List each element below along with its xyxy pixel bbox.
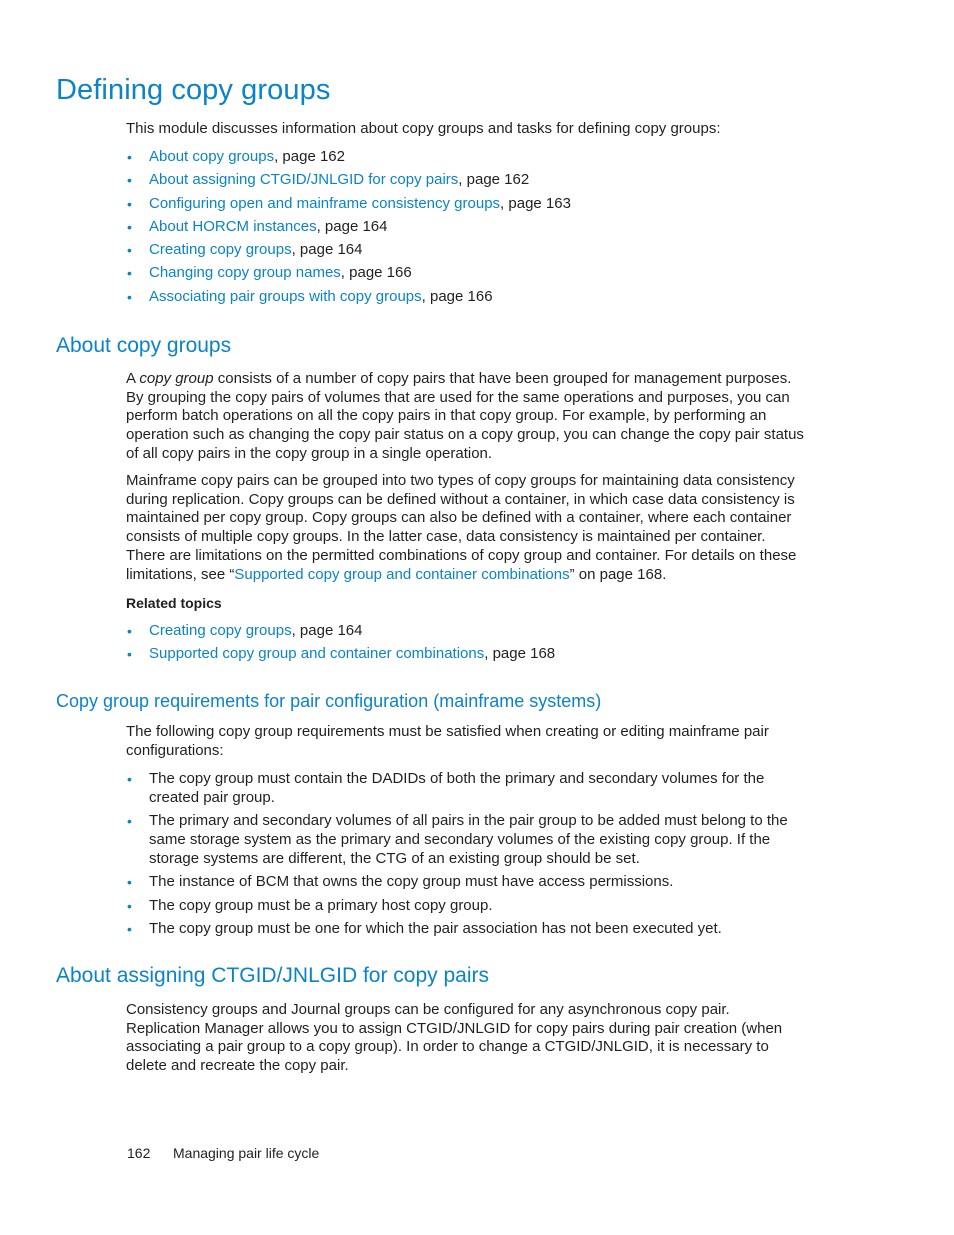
related-topics-list: [126, 622, 806, 669]
intro-paragraph: This module discusses information about copy groups and tasks for defining copy groups:: [126, 120, 721, 137]
section-heading-about-copy-groups: About copy groups: [56, 334, 232, 357]
bullet-icon: •: [127, 218, 132, 235]
bullet-icon: •: [127, 149, 132, 165]
section-heading-ctgid: About assigning CTGID/JNLGID for copy pairs: [56, 964, 490, 987]
requirement-item: [126, 873, 806, 892]
section-heading-requirements: Copy group requirements for pair configuration (mainframe systems): [56, 691, 602, 711]
requirements-intro: The following copy group requirements must be satisfied when creating or editing mainframe pair configurations:: [126, 723, 769, 759]
bullet-icon: •: [127, 172, 132, 189]
toc-list: [126, 148, 806, 311]
related-link-creating-copy-groups[interactable]: Creating copy groups: [149, 622, 292, 639]
toc-item: [126, 241, 806, 264]
toc-page-ref: , page 163: [500, 194, 571, 212]
toc-item: [126, 264, 806, 287]
bullet-icon: •: [127, 771, 132, 787]
about-p2-text-b: ” on page 168.: [569, 565, 667, 583]
toc-link-about-assigning-ctgid[interactable]: About assigning CTGID/JNLGID for copy pairs: [149, 171, 459, 189]
bullet-icon: •: [127, 242, 132, 259]
toc-page-ref: , page 162: [274, 148, 345, 165]
page-title: Defining copy groups: [56, 74, 331, 106]
requirement-text: The instance of BCM that owns the copy group must have access permissions.: [149, 873, 674, 891]
related-page-ref: , page 168: [484, 645, 556, 663]
supported-combinations-link[interactable]: Supported copy group and container combinations: [234, 565, 570, 583]
toc-page-ref: , page 166: [421, 287, 493, 305]
related-link-supported-combinations[interactable]: Supported copy group and container combinations: [149, 645, 485, 663]
about-p1-text-a: A: [126, 370, 140, 387]
related-page-ref: , page 164: [291, 622, 363, 639]
bullet-icon: •: [127, 897, 132, 914]
page-footer: [127, 1145, 319, 1161]
toc-item: [126, 195, 806, 218]
requirement-item: [126, 897, 806, 916]
ctgid-paragraph: Consistency groups and Journal groups can be configured for any asynchronous copy pair. Replication Manager allows you to assign CTGID/JNLGID for copy pairs during pair creation (when associating a pair group to a copy group). In order to change a CTGID/JNLGID, it is necessary to delete and recreate the copy pair.: [126, 1001, 783, 1075]
page-number: 162: [127, 1145, 151, 1161]
requirement-text: The primary and secondary volumes of all pairs in the pair group to be added must belong to the same storage system as the primary and secondary volumes of the existing copy group. If the storage systems are different, the CTG of an existing group should be set.: [149, 812, 788, 867]
toc-item: [126, 171, 806, 194]
toc-link-associating-pair-groups[interactable]: Associating pair groups with copy groups: [149, 287, 422, 305]
chapter-title: Managing pair life cycle: [173, 1145, 320, 1161]
toc-link-about-horcm-instances[interactable]: About HORCM instances: [149, 217, 317, 235]
requirement-item: [126, 920, 806, 939]
about-p1-text-b: consists of a number of copy pairs that have been grouped for management purposes. By grouping the copy pairs of volumes that are used for the same operations and purposes, you can perform batch operations on all the copy pairs in that copy group. For example, by performing an operation such as changing the copy pair status on a copy group, you can change the copy pair status of all copy pairs in the copy group in a single operation.: [126, 370, 804, 462]
toc-page-ref: , page 166: [340, 264, 412, 282]
requirements-list: [126, 770, 806, 944]
requirement-text: The copy group must be one for which the pair association has not been executed yet.: [149, 920, 722, 938]
toc-page-ref: , page 164: [291, 241, 363, 259]
requirement-item: [126, 770, 806, 807]
about-p2-text-a: Mainframe copy pairs can be grouped into two types of copy groups for maintaining data consistency during replication. Copy groups can be defined without a container, in which case data consistency is maintained per copy group. Copy groups can also be defined with a container, where each container consists of multiple copy groups. In the latter case, data consistency is maintained per container. There are limitations on the permitted combinations of copy group and container. For details on these limitations, see “: [126, 472, 797, 583]
bullet-icon: •: [127, 646, 132, 663]
about-p1-emphasis: copy group: [139, 370, 214, 387]
toc-item: [126, 288, 806, 311]
requirement-text: The copy group must be a primary host copy group.: [149, 896, 493, 914]
bullet-icon: •: [127, 195, 132, 212]
about-paragraph-2: [126, 472, 806, 584]
toc-link-about-copy-groups[interactable]: About copy groups: [149, 148, 275, 165]
toc-link-creating-copy-groups[interactable]: Creating copy groups: [149, 241, 292, 259]
bullet-icon: •: [127, 265, 132, 282]
related-item: [126, 645, 806, 668]
bullet-icon: •: [127, 288, 132, 305]
about-paragraph-1: [126, 370, 806, 464]
toc-link-configuring-consistency-groups[interactable]: Configuring open and mainframe consistency groups: [149, 194, 501, 212]
requirement-text: The copy group must contain the DADIDs of both the primary and secondary volumes for the created pair group.: [149, 770, 765, 806]
bullet-icon: •: [127, 921, 132, 938]
toc-item: [126, 218, 806, 241]
related-topics-label: Related topics: [126, 595, 222, 611]
toc-link-changing-copy-group-names[interactable]: Changing copy group names: [149, 264, 341, 282]
toc-page-ref: , page 164: [316, 217, 388, 235]
bullet-icon: •: [127, 623, 132, 639]
bullet-icon: •: [127, 813, 132, 830]
related-item: [126, 622, 806, 645]
bullet-icon: •: [127, 874, 132, 891]
toc-page-ref: , page 162: [458, 171, 530, 189]
requirement-item: [126, 812, 806, 868]
toc-item: [126, 148, 806, 171]
